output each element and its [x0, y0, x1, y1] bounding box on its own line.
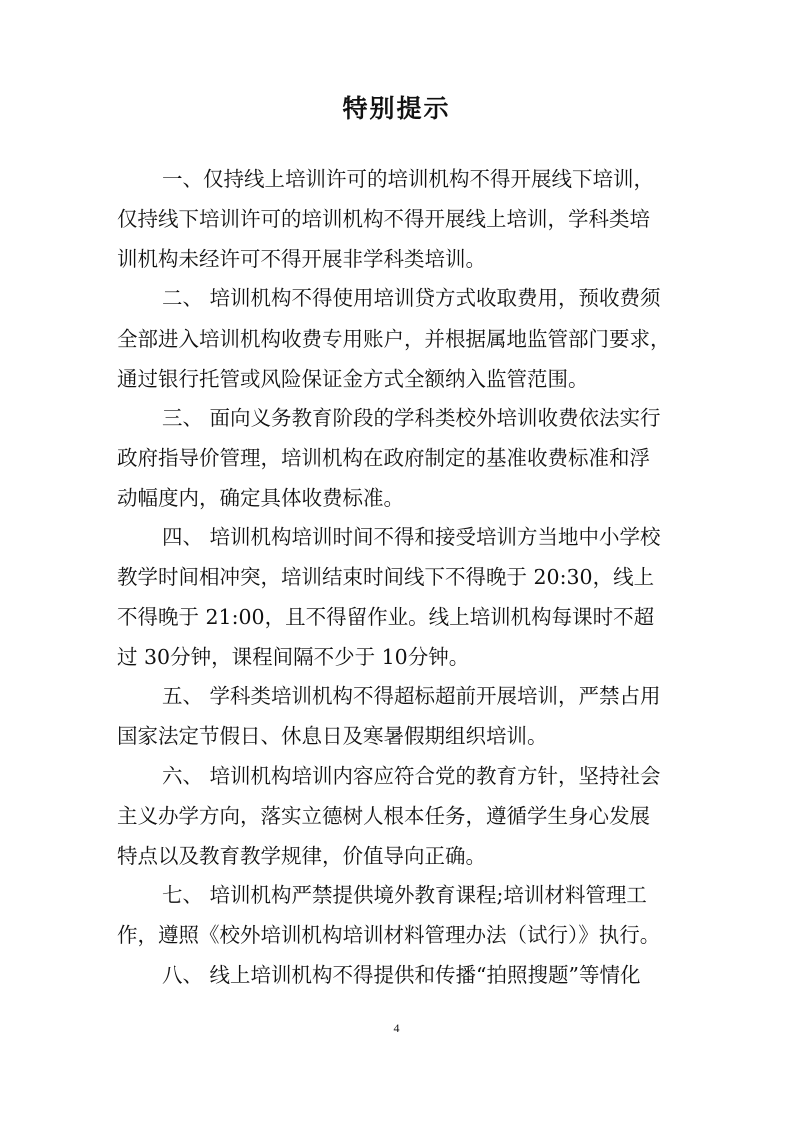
paragraph-2-line-1: 二、 培训机构不得使用培训贷方式收取费用，预收费须 [162, 286, 661, 310]
paragraph-4-line-1: 四、 培训机构培训时间不得和接受培训方当地中小学校 [162, 525, 661, 549]
paragraph-1-line-2: 仅持线下培训许可的培训机构不得开展线上培训，学科类培 [117, 207, 650, 231]
paragraph-4-line-3: 不得晚于 21:00，且不得留作业。线上培训机构每课时不超 [117, 605, 655, 629]
paragraph-3-line-3: 动幅度内，确定具体收费标准。 [117, 486, 404, 510]
paragraph-6-line-2: 主义办学方向，落实立德树人根本任务，遵循学生身心发展 [117, 804, 650, 828]
page-title: 特别提示 [342, 94, 451, 123]
paragraph-3-line-2: 政府指导价管理，培训机构在政府制定的基准收费标准和浮 [117, 446, 650, 470]
paragraph-8-line-1: 八、 线上培训机构不得提供和传播“拍照搜题”等情化 [162, 963, 641, 987]
paragraph-7-line-1: 七、 培训机构严禁提供境外教育课程;培训材料管理工 [162, 883, 647, 907]
paragraph-6-line-3: 特点以及教育教学规律，价值导向正确。 [117, 844, 486, 868]
paragraph-4-line-2: 教学时间相冲突，培训结束时间线下不得晚于 20:30，线上 [117, 565, 655, 589]
page-number: 4 [393, 1021, 400, 1035]
paragraph-1-line-3: 训机构未经许可不得开展非学科类培训。 [117, 247, 486, 271]
paragraph-1-line-1: 一、仅持线上培训许可的培训机构不得开展线下培训， [162, 167, 654, 191]
paragraph-3-line-1: 三、 面向义务教育阶段的学科类校外培训收费依法实行 [162, 406, 661, 430]
paragraph-5-line-2: 国家法定节假日、休息日及寒暑假期组织培训。 [117, 724, 548, 748]
paragraph-2-line-3: 通过银行托管或风险保证金方式全额纳入监管范围。 [117, 367, 589, 391]
paragraph-2-line-2: 全部进入培训机构收费专用账户，并根据属地监管部门要求， [117, 327, 671, 351]
paragraph-4-line-4: 过 30分钟，课程间隔不少于 10分钟。 [117, 645, 470, 669]
paragraph-6-line-1: 六、 培训机构培训内容应符合党的教育方针，坚持社会 [162, 764, 661, 788]
paragraph-7-line-2: 作，遵照《校外培训机构培训材料管理办法（试行）》执行。 [117, 923, 661, 947]
paragraph-5-line-1: 五、 学科类培训机构不得超标超前开展培训，严禁占用 [162, 684, 661, 708]
